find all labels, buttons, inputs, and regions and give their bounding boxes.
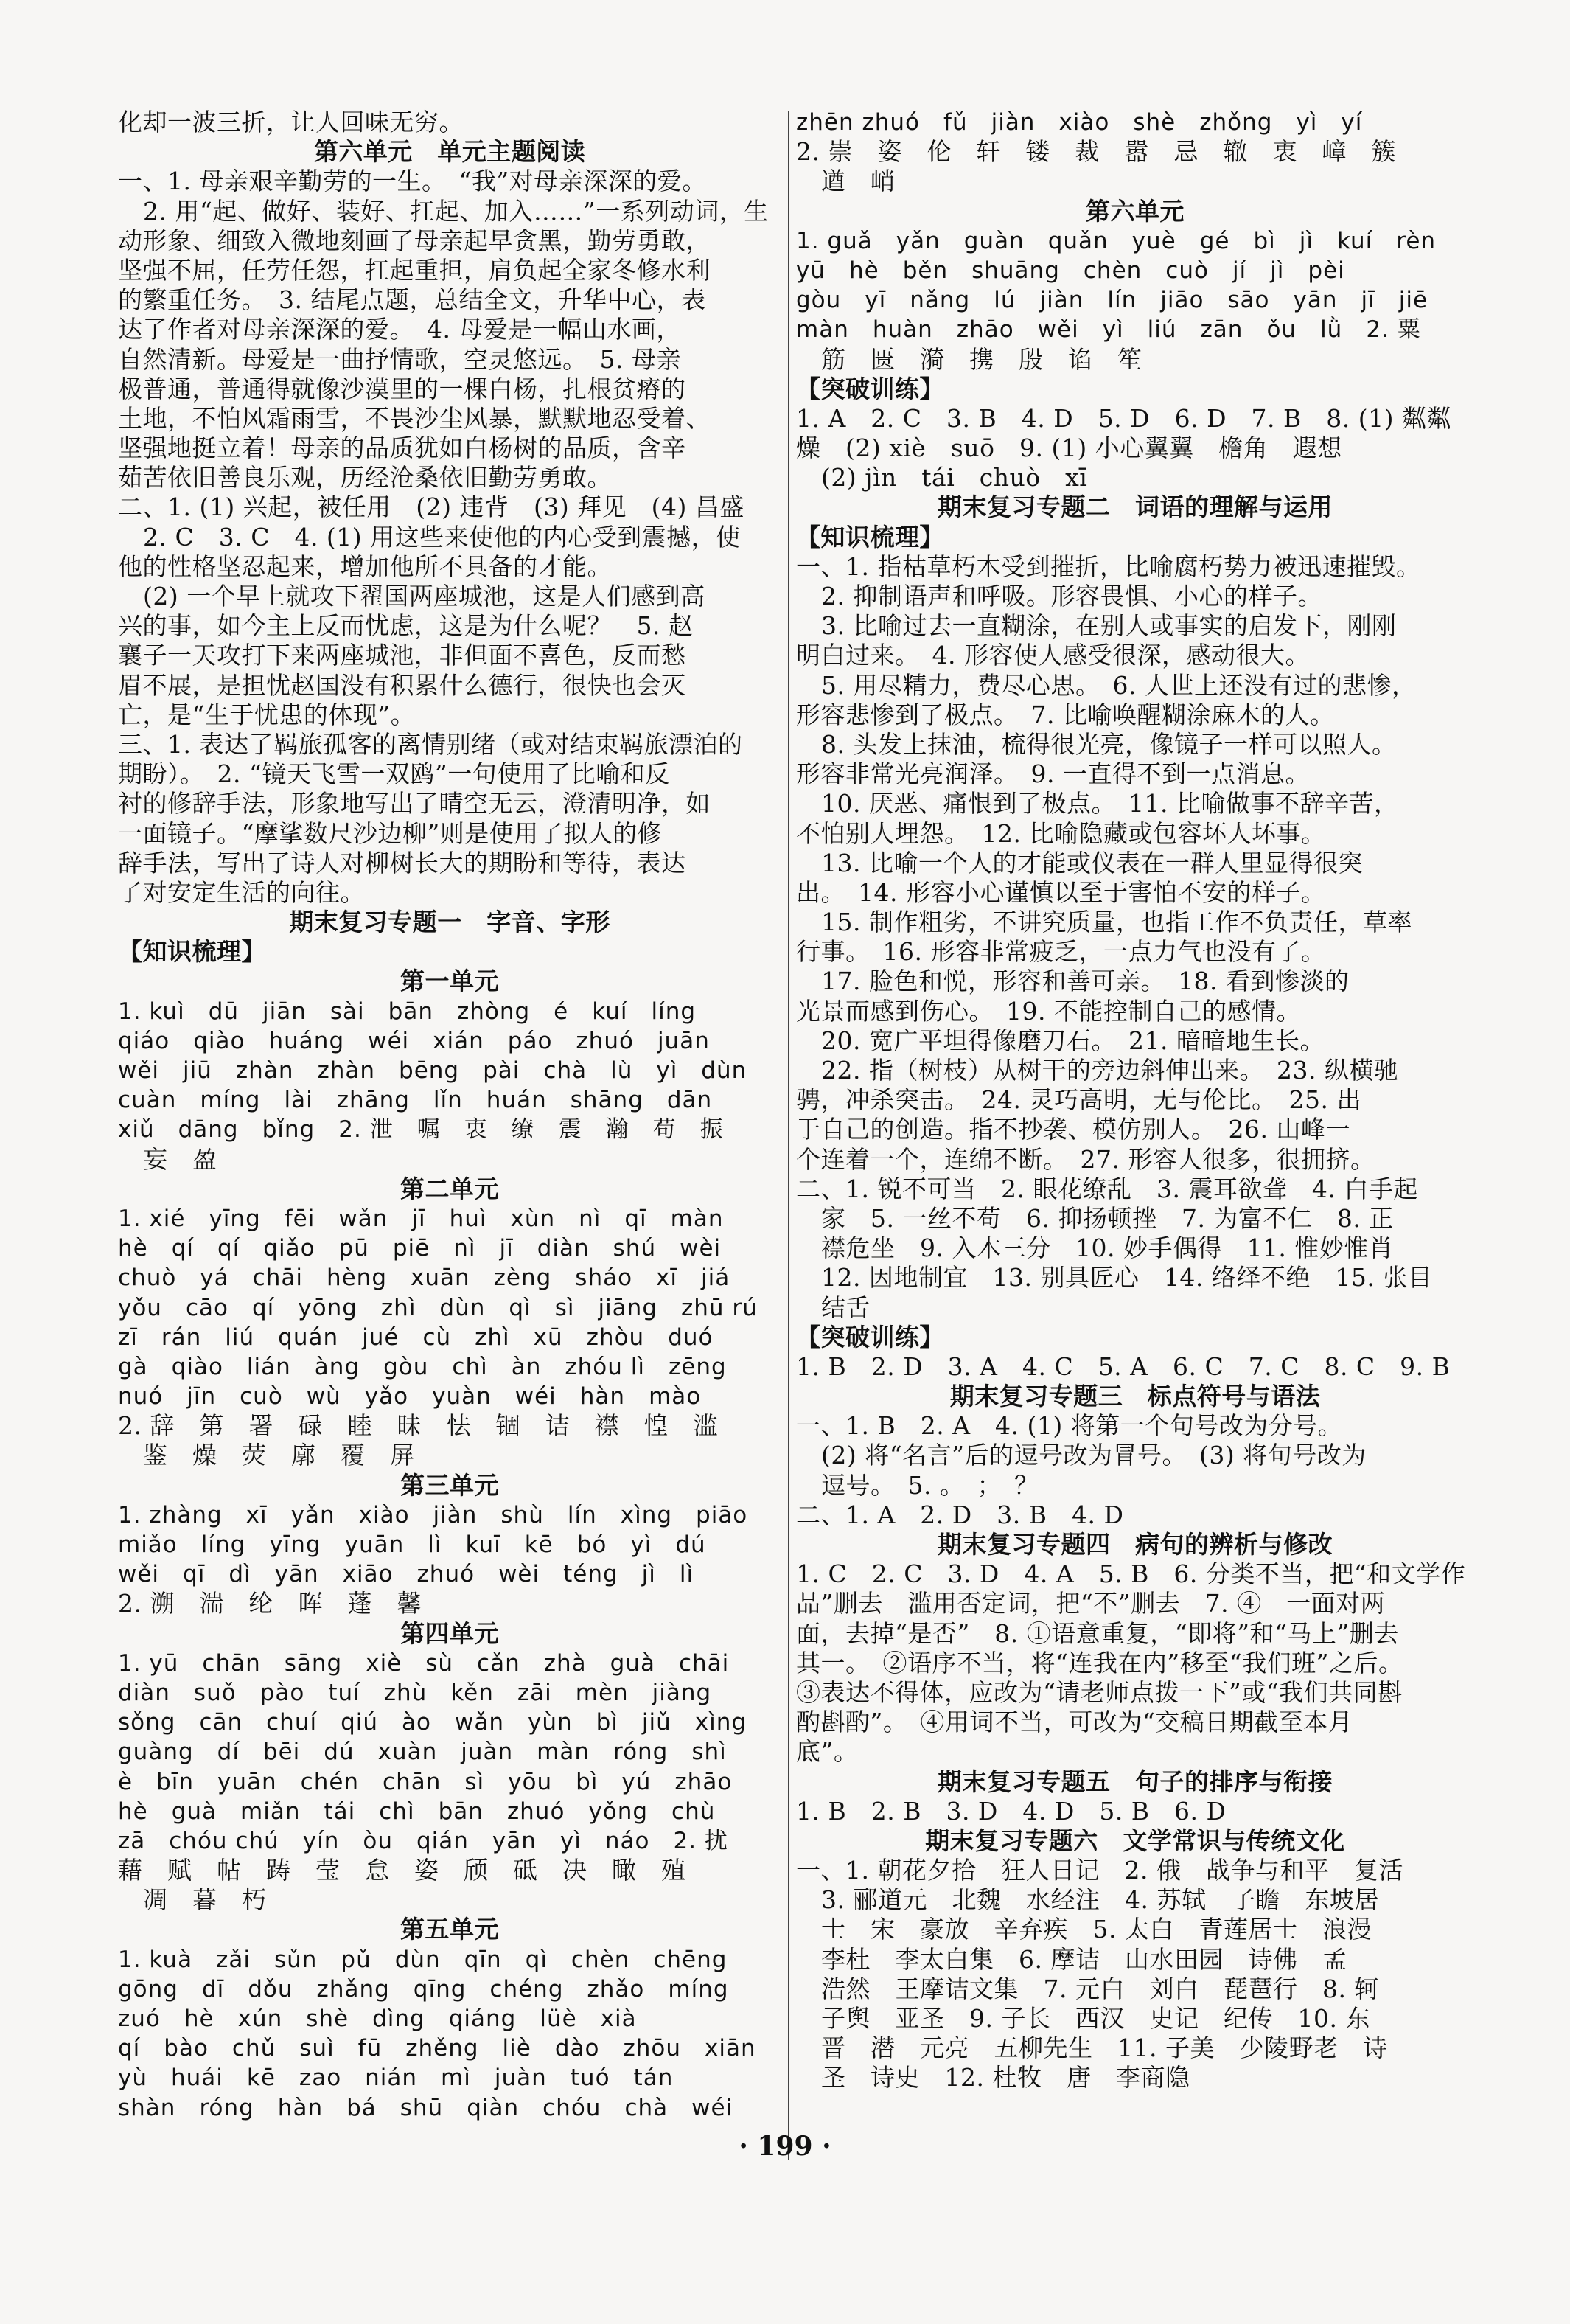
answer-line: gà qiào lián àng gòu chì àn zhóu lì zēng [118,1353,727,1380]
answer-line: 的繁重任务。 3. 结尾点题，总结全文，升华中心，表 [118,285,706,315]
answer-line: hè guà miǎn tái chì bān zhuó yǒng chù [118,1798,716,1825]
answer-line: 筋 匮 漪 携 殷 谄 笙 [821,344,1142,374]
answer-line: 二、1. A 2. D 3. B 4. D [796,1500,1124,1529]
left-column [118,108,781,2123]
answer-line: 一面镜子。“摩挲数尺沙边柳”则是使用了拟人的修 [118,818,663,848]
answer-line: 13. 比喻一个人的才能或仪表在一群人里显得很突 [821,848,1363,877]
section-heading: 期末复习专题一 字音、字形 [289,908,610,937]
answer-line: yù huái kē zao nián mì juàn tuó tán [118,2064,674,2092]
right-column [796,108,1474,2093]
section-tag: 【突破训练】 [796,1322,944,1351]
answer-line: 三、1. 表达了羁旅孤客的离情别绪（或对结束羁旅漂泊的 [118,729,743,759]
answer-line: 于自己的创造。指不抄袭、模仿别人。 26. 山峰一 [796,1115,1350,1144]
answer-line: 期盼）。 2. “镜天飞雪一双鸥”一句使用了比喻和反 [118,759,670,789]
section-tag: 【知识梳理】 [118,937,266,967]
answer-line: 一、1. 指枯草朽木受到摧折，比喻腐朽势力被迅速摧毁。 [796,552,1421,581]
answer-line: cuàn míng lài zhāng lǐn huán shāng dān [118,1087,713,1114]
section-heading: 第四单元 [400,1618,499,1648]
page-number: · 199 · [739,2131,831,2162]
answer-line: 家 5. 一丝不苟 6. 抑扬顿挫 7. 为富不仁 8. 正 [821,1203,1394,1233]
answer-line: 2. 抑制语声和呼吸。形容畏惧、小心的样子。 [821,582,1322,610]
answer-line: 子舆 亚圣 9. 子长 西汉 史记 纪传 10. 东 [821,2004,1370,2033]
answer-line: hè qí qí qiǎo pū piē nì jī diàn shú wèi [118,1235,722,1262]
answer-line: 士 宋 豪放 辛弃疾 5. 太白 青莲居士 浪漫 [821,1915,1372,1944]
answer-line: guàng dí bēi dú xuàn juàn màn róng shì [118,1739,727,1766]
answer-line: 个连着一个，连绵不断。 27. 形容人很多，很拥挤。 [796,1144,1375,1174]
answer-line: 圣 诗史 12. 杜牧 唐 李商隐 [821,2063,1190,2092]
answer-line: 面，去掉“是否” 8. ①语意重复，“即将”和“马上”删去 [796,1618,1399,1648]
answer-line: è bīn yuān chén chān sì yōu bì yú zhāo [118,1768,733,1795]
answer-line: 光景而感到伤心。 19. 不能控制自己的感情。 [796,996,1301,1026]
section-tag: 【突破训练】 [796,374,944,403]
answer-line: qiáo qiào huáng wéi xián páo zhuó juān [118,1027,710,1054]
answer-line: zuó hè xún shè dìng qiáng lüè xià [118,2005,637,2032]
answer-line: 浩然 王摩诘文集 7. 元白 刘白 琵琶行 8. 轲 [821,1974,1379,2003]
answer-line: nuó jīn cuò wù yǎo yuàn wéi hàn mào [118,1383,702,1410]
answer-line: chuò yá chāi hèng xuān zèng sháo xī jiá [118,1264,730,1292]
section-heading: 第一单元 [400,967,499,996]
answer-line: zhēn zhuó fǔ jiàn xiào shè zhǒng yì yí [796,109,1363,136]
answer-line: (2) jìn tái chuò xī [821,463,1088,493]
answer-line: 2. 用“起、做好、装好、扛起、加入……”一系列动词，生 [143,196,769,226]
answer-line: 1. guǎ yǎn guàn quǎn yuè gé bì jì kuí rèn [796,227,1437,254]
answer-line: 2. C 3. C 4. (1) 用这些来使他的内心受到震撼，使 [143,522,741,552]
section-heading: 第三单元 [400,1470,499,1500]
answer-line: 2. 溯 湍 纶 晖 蓬 馨 [118,1589,422,1618]
answer-line: 1. B 2. D 3. A 4. C 5. A 6. C 7. C 8. C 9. B [796,1351,1451,1381]
answer-line: 一、1. 母亲艰辛勤劳的一生。 “我”对母亲深深的爱。 [118,167,707,196]
answer-line: zī rán liú quán jué cù zhì xū zhòu duó [118,1323,714,1351]
answer-line: 土地，不怕风霜雨雪，不畏沙尘风暴，默默地忍受着、 [118,403,711,433]
answer-line: yǒu cāo qí yōng zhì dùn qì sì jiāng zhū rú [118,1294,758,1321]
answer-line: 其一。 ②语序不当，将“连我在内”移至“我们班”之后。 [796,1648,1403,1677]
answer-line: 明白过来。 4. 形容使人感受很深，感动很大。 [796,641,1310,670]
section-heading: 期末复习专题四 病句的辨析与修改 [938,1530,1333,1559]
answer-line: 2. 辞 第 署 碌 睦 昧 怯 锢 诘 襟 惶 滥 [118,1411,718,1441]
answer-line: 李杜 李太白集 6. 摩诘 山水田园 诗佛 孟 [821,1944,1347,1974]
answer-line: 他的性格坚忍起来，增加他所不具备的才能。 [118,552,612,581]
answer-line: diàn suǒ pào tuí zhù kěn zāi mèn jiàng [118,1679,712,1706]
answer-line: 二、1. 锐不可当 2. 眼花缭乱 3. 震耳欲聋 4. 白手起 [796,1174,1418,1203]
answer-line: yū hè běn shuāng chèn cuò jí jì pèi [796,257,1345,284]
answer-line: (2) 一个早上就攻下翟国两座城池，这是人们感到高 [143,582,705,610]
answer-line: 形容非常光亮润泽。 9. 一直得不到一点消息。 [796,759,1310,789]
section-heading: 第六单元 单元主题阅读 [313,137,586,167]
answer-line: 结舌 [821,1293,871,1322]
answer-line: 品”删去 滥用否定词，把“不”删去 7. ④ 一面对两 [796,1589,1386,1618]
section-heading: 期末复习专题二 词语的理解与运用 [938,493,1333,522]
answer-line: 底”。 [796,1737,859,1767]
answer-line: gòu yī nǎng lú jiàn lín jiāo sāo yān jī jiē [796,287,1428,314]
answer-line: 骋，冲杀突击。 24. 灵巧高明，无与伦比。 25. 出 [796,1085,1361,1115]
answer-line: gōng dī dǒu zhǎng qīng chéng zhǎo míng [118,1975,729,2003]
answer-line: zā chóu chú yín òu qián yān yì náo 2. 扰 [118,1827,728,1854]
answer-line: 晋 潜 元亮 五柳先生 11. 子美 少陵野老 诗 [821,2034,1388,2063]
answer-line: 1. B 2. B 3. D 4. D 5. B 6. D [796,1796,1227,1826]
answer-line: 凋 暮 朽 [143,1885,267,1915]
answer-line: 不怕别人埋怨。 12. 比喻隐藏或包容坏人坏事。 [796,818,1326,848]
answer-line: 兴的事，如今主上反而忧虑，这是为什么呢？ 5. 赵 [118,611,694,641]
answer-line: 襟危坐 9. 入木三分 10. 妙手偶得 11. 惟妙惟肖 [821,1234,1394,1263]
answer-line: 衬的修辞手法，形象地写出了晴空无云，澄清明净，如 [118,789,711,818]
section-heading: 期末复习专题三 标点符号与语法 [949,1382,1321,1411]
answer-line: 2. 崇 姿 伦 轩 镂 裁 嚣 忌 辙 衷 嶂 簇 [796,137,1396,167]
answer-line: 达了作者对母亲深深的爱。 4. 母爱是一幅山水画， [118,315,681,344]
answer-line: 1. kuà zǎi sǔn pǔ dùn qīn qì chèn chēng [118,1946,728,1973]
answer-line: 辞手法，写出了诗人对柳树长大的期盼和等待，表达 [118,848,686,877]
answer-line: wěi jiū zhàn zhàn bēng pài chà lù yì dùn [118,1057,747,1084]
column-divider [788,111,789,2160]
answer-line: sǒng cān chuí qiú ào wǎn yùn bì jiǔ xìng [118,1709,747,1736]
section-heading: 第五单元 [400,1915,499,1944]
answer-line: 行事。 16. 形容非常疲乏，一点力气也没有了。 [796,937,1326,967]
answer-line: 1. xié yīng fēi wǎn jī huì xùn nì qī màn [118,1205,724,1232]
answer-line: 17. 脸色和悦，形容和善可亲。 18. 看到惨淡的 [821,967,1350,996]
answer-line: 5. 用尽精力，费尽心思。 6. 人世上还没有过的悲惨， [821,670,1417,700]
answer-line: 坚强不屈，任劳任怨，扛起重担，肩负起全家冬修水利 [118,255,711,285]
answer-line: 10. 厌恶、痛恨到了极点。 11. 比喻做事不辞辛苦， [821,789,1399,818]
answer-line: 一、1. 朝花夕拾 狂人日记 2. 俄 战争与和平 复活 [796,1856,1403,1885]
answer-line: 了对安定生活的向往。 [118,877,365,907]
answer-line: 襄子一天攻打下来两座城池，非但面不喜色，反而愁 [118,641,686,670]
answer-line: 眉不展，是担忧赵国没有积累什么德行，很快也会灭 [118,670,686,700]
answer-line: 1. A 2. C 3. B 4. D 5. D 6. D 7. B 8. (1) 粼粼 [796,403,1451,433]
answer-line: 坚强地挺立着！母亲的品质犹如白杨树的品质，含辛 [118,434,686,463]
answer-line: 茹苦依旧善良乐观，历经沧桑依旧勤劳勇敢。 [118,463,612,493]
answer-line: 20. 宽广平坦得像磨刀石。 21. 暗暗地生长。 [821,1026,1325,1055]
answer-line: 燥 (2) xiè suō 9. (1) 小心翼翼 檐角 遐想 [796,434,1342,463]
answer-line: 亡，是“生于忧患的体现”。 [118,700,416,729]
answer-line: 15. 制作粗劣，不讲究质量，也指工作不负责任，草率 [821,908,1412,937]
answer-line: 一、1. B 2. A 4. (1) 将第一个句号改为分号。 [796,1411,1343,1441]
answer-line: shàn róng hàn bá shū qiàn chóu chà wéi [118,2094,733,2121]
answer-line: ③表达不得体，应改为“请老师点拨一下”或“我们共同斟 [796,1677,1403,1707]
section-tag: 【知识梳理】 [796,522,944,552]
answer-line: 遒 峭 [821,167,896,196]
answer-line: wěi qī dì yān xiāo zhuó wèi téng jì lì [118,1561,694,1588]
section-heading: 第二单元 [400,1174,499,1203]
answer-line: 出。 14. 形容小心谨慎以至于害怕不安的样子。 [796,877,1326,907]
answer-line: (2) 将“名言”后的逗号改为冒号。 (3) 将句号改为 [821,1441,1367,1470]
answer-line: 22. 指（树枝）从树干的旁边斜伸出来。 23. 纵横驰 [821,1056,1399,1085]
answer-line: 3. 比喻过去一直糊涂，在别人或事实的启发下，刚刚 [821,611,1397,641]
answer-line: 1. zhàng xī yǎn xiào jiàn shù lín xìng piāo [118,1501,748,1528]
answer-line: 化却一波三折，让人回味无穷。 [118,108,464,136]
answer-line: 1. yū chān sāng xiè sù cǎn zhà guà chāi [118,1649,730,1677]
answer-line: 逗号。 5. 。 ； ？ [821,1470,1039,1500]
answer-line: 1. C 2. C 3. D 4. A 5. B 6. 分类不当，把“和文学作 [796,1559,1466,1589]
answer-line: 8. 头发上抹油，梳得很光亮，像镜子一样可以照人。 [821,729,1397,759]
answer-line: 3. 郦道元 北魏 水经注 4. 苏轼 子瞻 东坡居 [821,1885,1379,1915]
section-heading: 期末复习专题六 文学常识与传统文化 [925,1826,1345,1855]
answer-line: 12. 因地制宜 13. 别具匠心 14. 络绎不绝 15. 张目 [821,1263,1433,1293]
answer-line: miǎo líng yīng yuān lì kuī kē bó yì dú [118,1531,706,1558]
answer-line: 1. kuì dū jiān sài bān zhòng é kuí líng [118,998,697,1025]
answer-line: 藉 赋 帖 踌 莹 怠 姿 颀 砥 决 瞰 殖 [118,1856,686,1885]
answer-line: 二、1. (1) 兴起，被任用 (2) 违背 (3) 拜见 (4) 昌盛 [118,493,744,522]
answer-line: 妄 盈 [143,1144,217,1174]
answer-line: màn huàn zhāo wěi yì liú zān ǒu lǜ 2. 粟 [796,316,1421,344]
answer-line: 自然清新。母爱是一曲抒情歌，空灵悠远。 5. 母亲 [118,344,681,374]
answer-line: 鉴 燥 荧 廓 覆 屏 [143,1441,415,1470]
answer-line: xiǔ dāng bǐng 2. 泄 嘱 衷 缭 震 瀚 苟 振 [118,1116,724,1144]
answer-line: 极普通，普通得就像沙漠里的一棵白杨，扎根贫瘠的 [118,374,686,403]
section-heading: 第六单元 [1086,196,1185,226]
answer-line: 动形象、细致入微地刻画了母亲起早贪黑，勤劳勇敢， [118,226,711,255]
section-heading: 期末复习专题五 句子的排序与衔接 [938,1767,1333,1796]
answer-line: qí bào chǔ suì fū zhěng liè dào zhōu xiān [118,2035,756,2062]
answer-line: 形容悲惨到了极点。 7. 比喻唤醒糊涂麻木的人。 [796,700,1335,729]
answer-line: 酌斟酌”。 ④用词不当，可改为“交稿日期截至本月 [796,1708,1353,1737]
